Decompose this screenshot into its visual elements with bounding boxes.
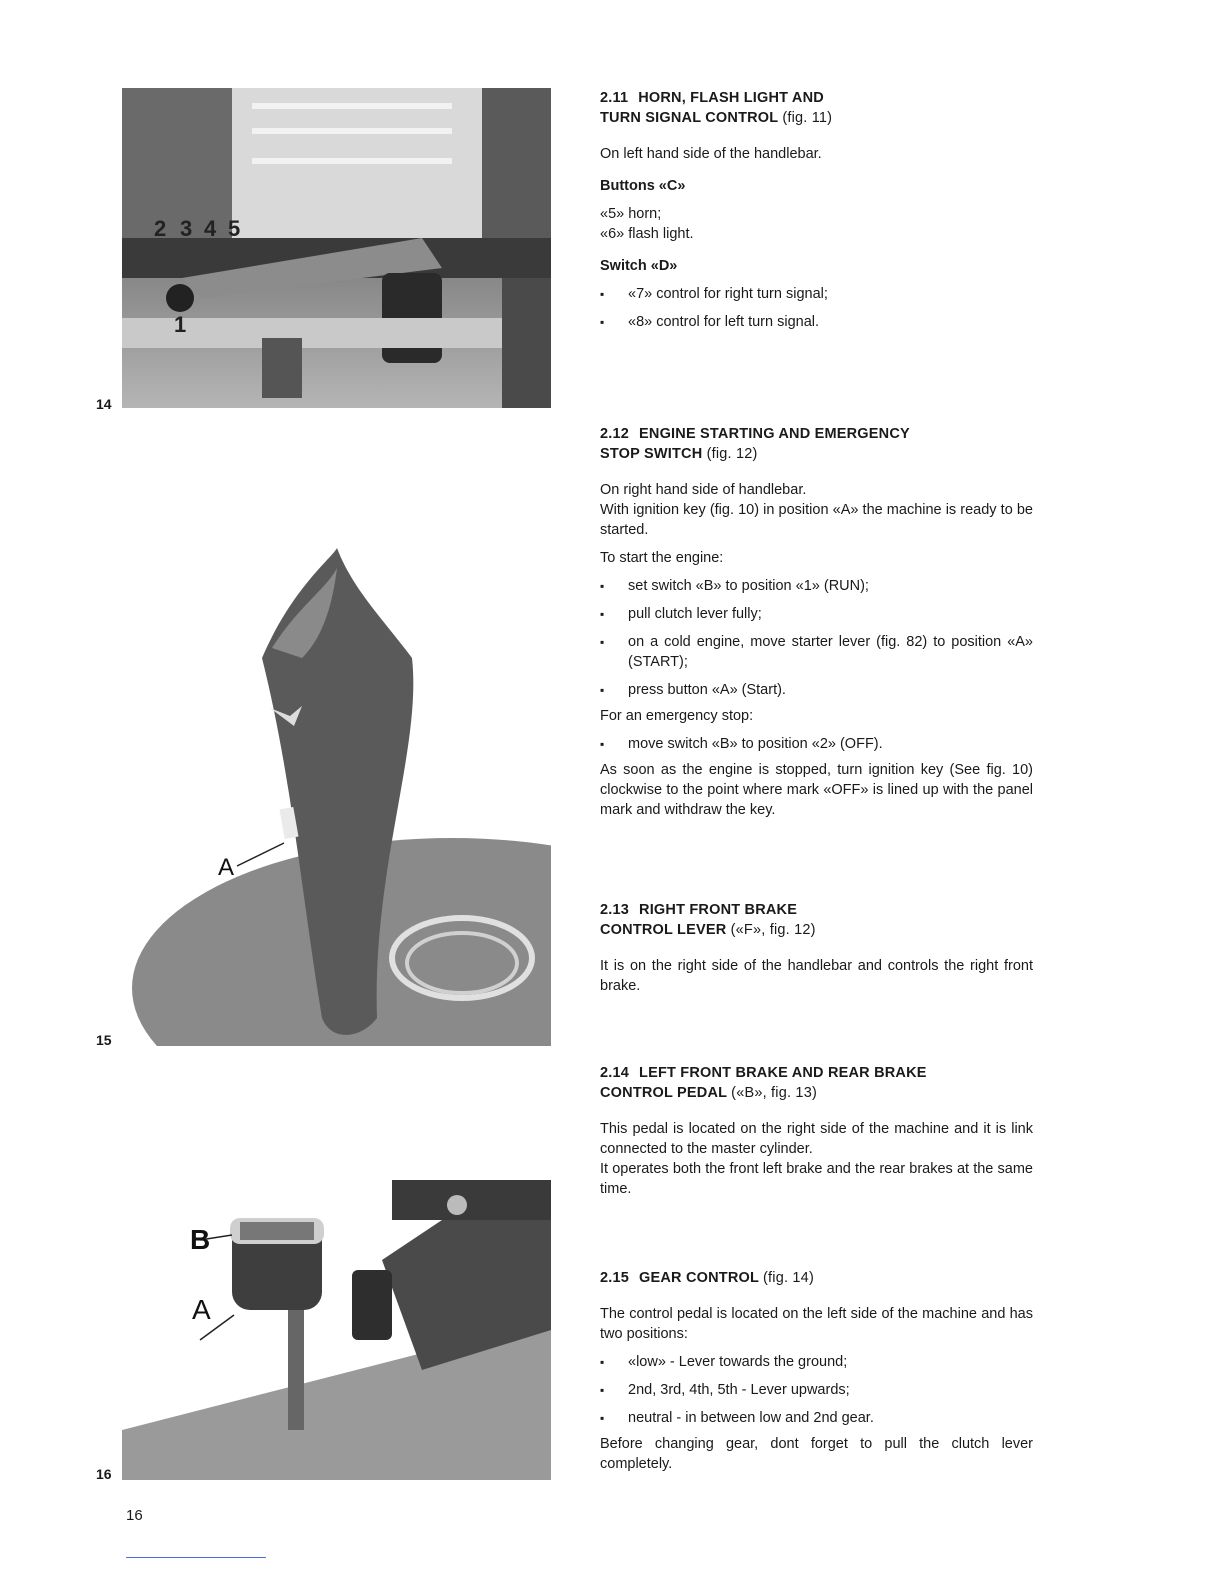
figure-16-photo xyxy=(122,1180,551,1480)
page-number: 16 xyxy=(126,1507,143,1524)
list-item: ▪ 2nd, 3rd, 4th, 5th - Lever upwards; xyxy=(600,1380,1033,1400)
list-item: ▪ on a cold engine, move starter lever (fig. 82) to position «A» (START); xyxy=(600,632,1033,672)
section-2-13 xyxy=(600,900,1033,1004)
footer-divider xyxy=(126,1557,266,1558)
section-2-12-p2: With ignition key (fig. 10) in position «A» the machine is ready to be started. xyxy=(600,502,1033,538)
section-2-13-p1: It is on the right side of the handlebar and controls the right front brake. xyxy=(600,958,1033,994)
list-item: ▪ «7» control for right turn signal; xyxy=(600,284,1033,304)
list-item: ▪ press button «A» (Start). xyxy=(600,680,1033,700)
fig14-label-5: 5 xyxy=(228,216,241,241)
section-2-14-p2: It operates both the front left brake and the rear brakes at the same time. xyxy=(600,1161,1033,1197)
section-2-11-heading: 2.11 HORN, FLASH LIGHT AND TURN SIGNAL CONTROL (fig. 11) xyxy=(600,90,833,126)
section-2-15-p2: Before changing gear, dont forget to pull the clutch lever completely. xyxy=(600,1436,1033,1472)
section-2-14-p1: This pedal is located on the right side of the machine and it is link connected to the master cylinder. xyxy=(600,1121,1033,1157)
section-2-15 xyxy=(600,1268,1033,1482)
section-2-11-intro: On left hand side of the handlebar. xyxy=(600,146,822,162)
fig14-label-1: 1 xyxy=(174,312,187,337)
section-2-12-p1: On right hand side of handlebar. xyxy=(600,482,807,498)
list-item: ▪ neutral - in between low and 2nd gear. xyxy=(600,1408,1033,1428)
list-item: ▪ «8» control for left turn signal. xyxy=(600,312,1033,332)
section-2-12-heading: 2.12 ENGINE STARTING AND EMERGENCY STOP SWITCH (fig. 12) xyxy=(600,426,910,462)
section-2-14-heading: 2.14 LEFT FRONT BRAKE AND REAR BRAKE CONTROL PEDAL («B», fig. 13) xyxy=(600,1065,927,1101)
fig14-label-3: 3 xyxy=(180,216,193,241)
section-2-12-p4: For an emergency stop: xyxy=(600,708,754,724)
button-5-item: «5» horn; xyxy=(600,206,662,222)
list-item: ▪ move switch «B» to position «2» (OFF). xyxy=(600,734,1033,754)
section-2-12-p5: As soon as the engine is stopped, turn ignition key (See fig. 10) clockwise to the point where mark «OFF» is lined up with the panel mark and withdraw the key. xyxy=(600,762,1033,818)
section-2-12-p3: To start the engine: xyxy=(600,550,724,566)
figure-15-number: 15 xyxy=(96,1032,112,1048)
switch-d-list xyxy=(600,284,1033,332)
buttons-c-label: Buttons «C» xyxy=(600,178,686,194)
stop-steps-list xyxy=(600,734,1033,754)
section-2-15-p1: The control pedal is located on the left side of the machine and has two positions: xyxy=(600,1306,1033,1342)
figure-15-photo xyxy=(122,548,551,1046)
fig16-label-A: A xyxy=(192,1294,211,1325)
section-2-14 xyxy=(600,1063,1033,1207)
list-item: ▪ «low» - Lever towards the ground; xyxy=(600,1352,1033,1372)
section-2-11 xyxy=(600,88,1033,340)
figure-14-number: 14 xyxy=(96,396,112,412)
fig15-label-A: A xyxy=(218,854,235,881)
section-2-15-heading: 2.15 GEAR CONTROL (fig. 14) xyxy=(600,1270,814,1286)
fig14-label-2: 2 xyxy=(154,216,167,241)
button-6-item: «6» flash light. xyxy=(600,226,694,242)
fig14-label-4: 4 xyxy=(204,216,217,241)
list-item: ▪ set switch «B» to position «1» (RUN); xyxy=(600,576,1033,596)
figure-14-photo xyxy=(122,88,551,408)
list-item: ▪ pull clutch lever fully; xyxy=(600,604,1033,624)
gear-positions-list xyxy=(600,1352,1033,1428)
start-steps-list xyxy=(600,576,1033,700)
fig16-label-B: B xyxy=(190,1224,211,1255)
switch-d-label: Switch «D» xyxy=(600,258,678,274)
section-2-13-heading: 2.13 RIGHT FRONT BRAKE CONTROL LEVER («F», fig. 12) xyxy=(600,902,816,938)
figure-16-number: 16 xyxy=(96,1466,112,1482)
section-2-12 xyxy=(600,424,1033,828)
